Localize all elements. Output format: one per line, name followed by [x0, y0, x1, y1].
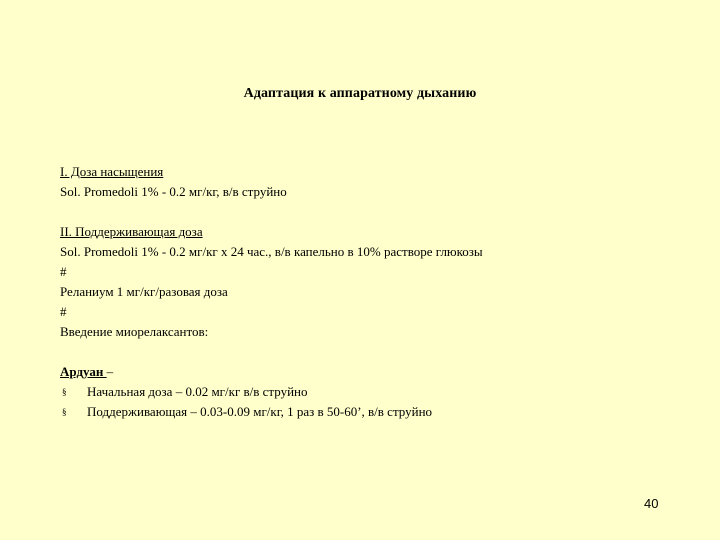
page-number: 40 [644, 496, 659, 511]
arduan-heading-dash: – [106, 364, 114, 379]
section2-line-relanium: Реланиум 1 мг/кг/разовая доза [60, 284, 228, 299]
section2-line-relaxants: Введение миорелаксантов: [60, 324, 209, 339]
section2-heading: II. Поддерживающая доза [60, 224, 203, 239]
section3-heading [60, 362, 660, 382]
bullet-text: Поддерживающая – 0.03-0.09 мг/кг, 1 раз в 50-60’, в/в струйно [87, 404, 433, 419]
spacer [60, 342, 660, 362]
slide-title [0, 86, 720, 102]
bullet-text: Начальная доза – 0.02 мг/кг в/в струйно [87, 384, 308, 399]
section2-hash-2: # [60, 304, 67, 319]
section2-hash-1: # [60, 264, 67, 279]
slide-body [60, 162, 660, 422]
arduan-heading: Ардуан [60, 364, 107, 379]
section1-line: Sol. Promedoli 1% - 0.2 мг/кг, в/в струйно [60, 184, 287, 199]
spacer [60, 202, 660, 222]
section1-heading: I. Доза насыщения [60, 164, 164, 179]
slide-title-text: Адаптация к аппаратному дыханию [243, 86, 477, 101]
list-item [60, 382, 660, 402]
list-item [60, 402, 660, 422]
section2-line-promedol: Sol. Promedoli 1% - 0.2 мг/кг х 24 час., в/в капельно в 10% растворе глюкозы [60, 244, 483, 259]
bullet-marker: § [62, 407, 67, 417]
bullet-marker: § [62, 387, 67, 397]
